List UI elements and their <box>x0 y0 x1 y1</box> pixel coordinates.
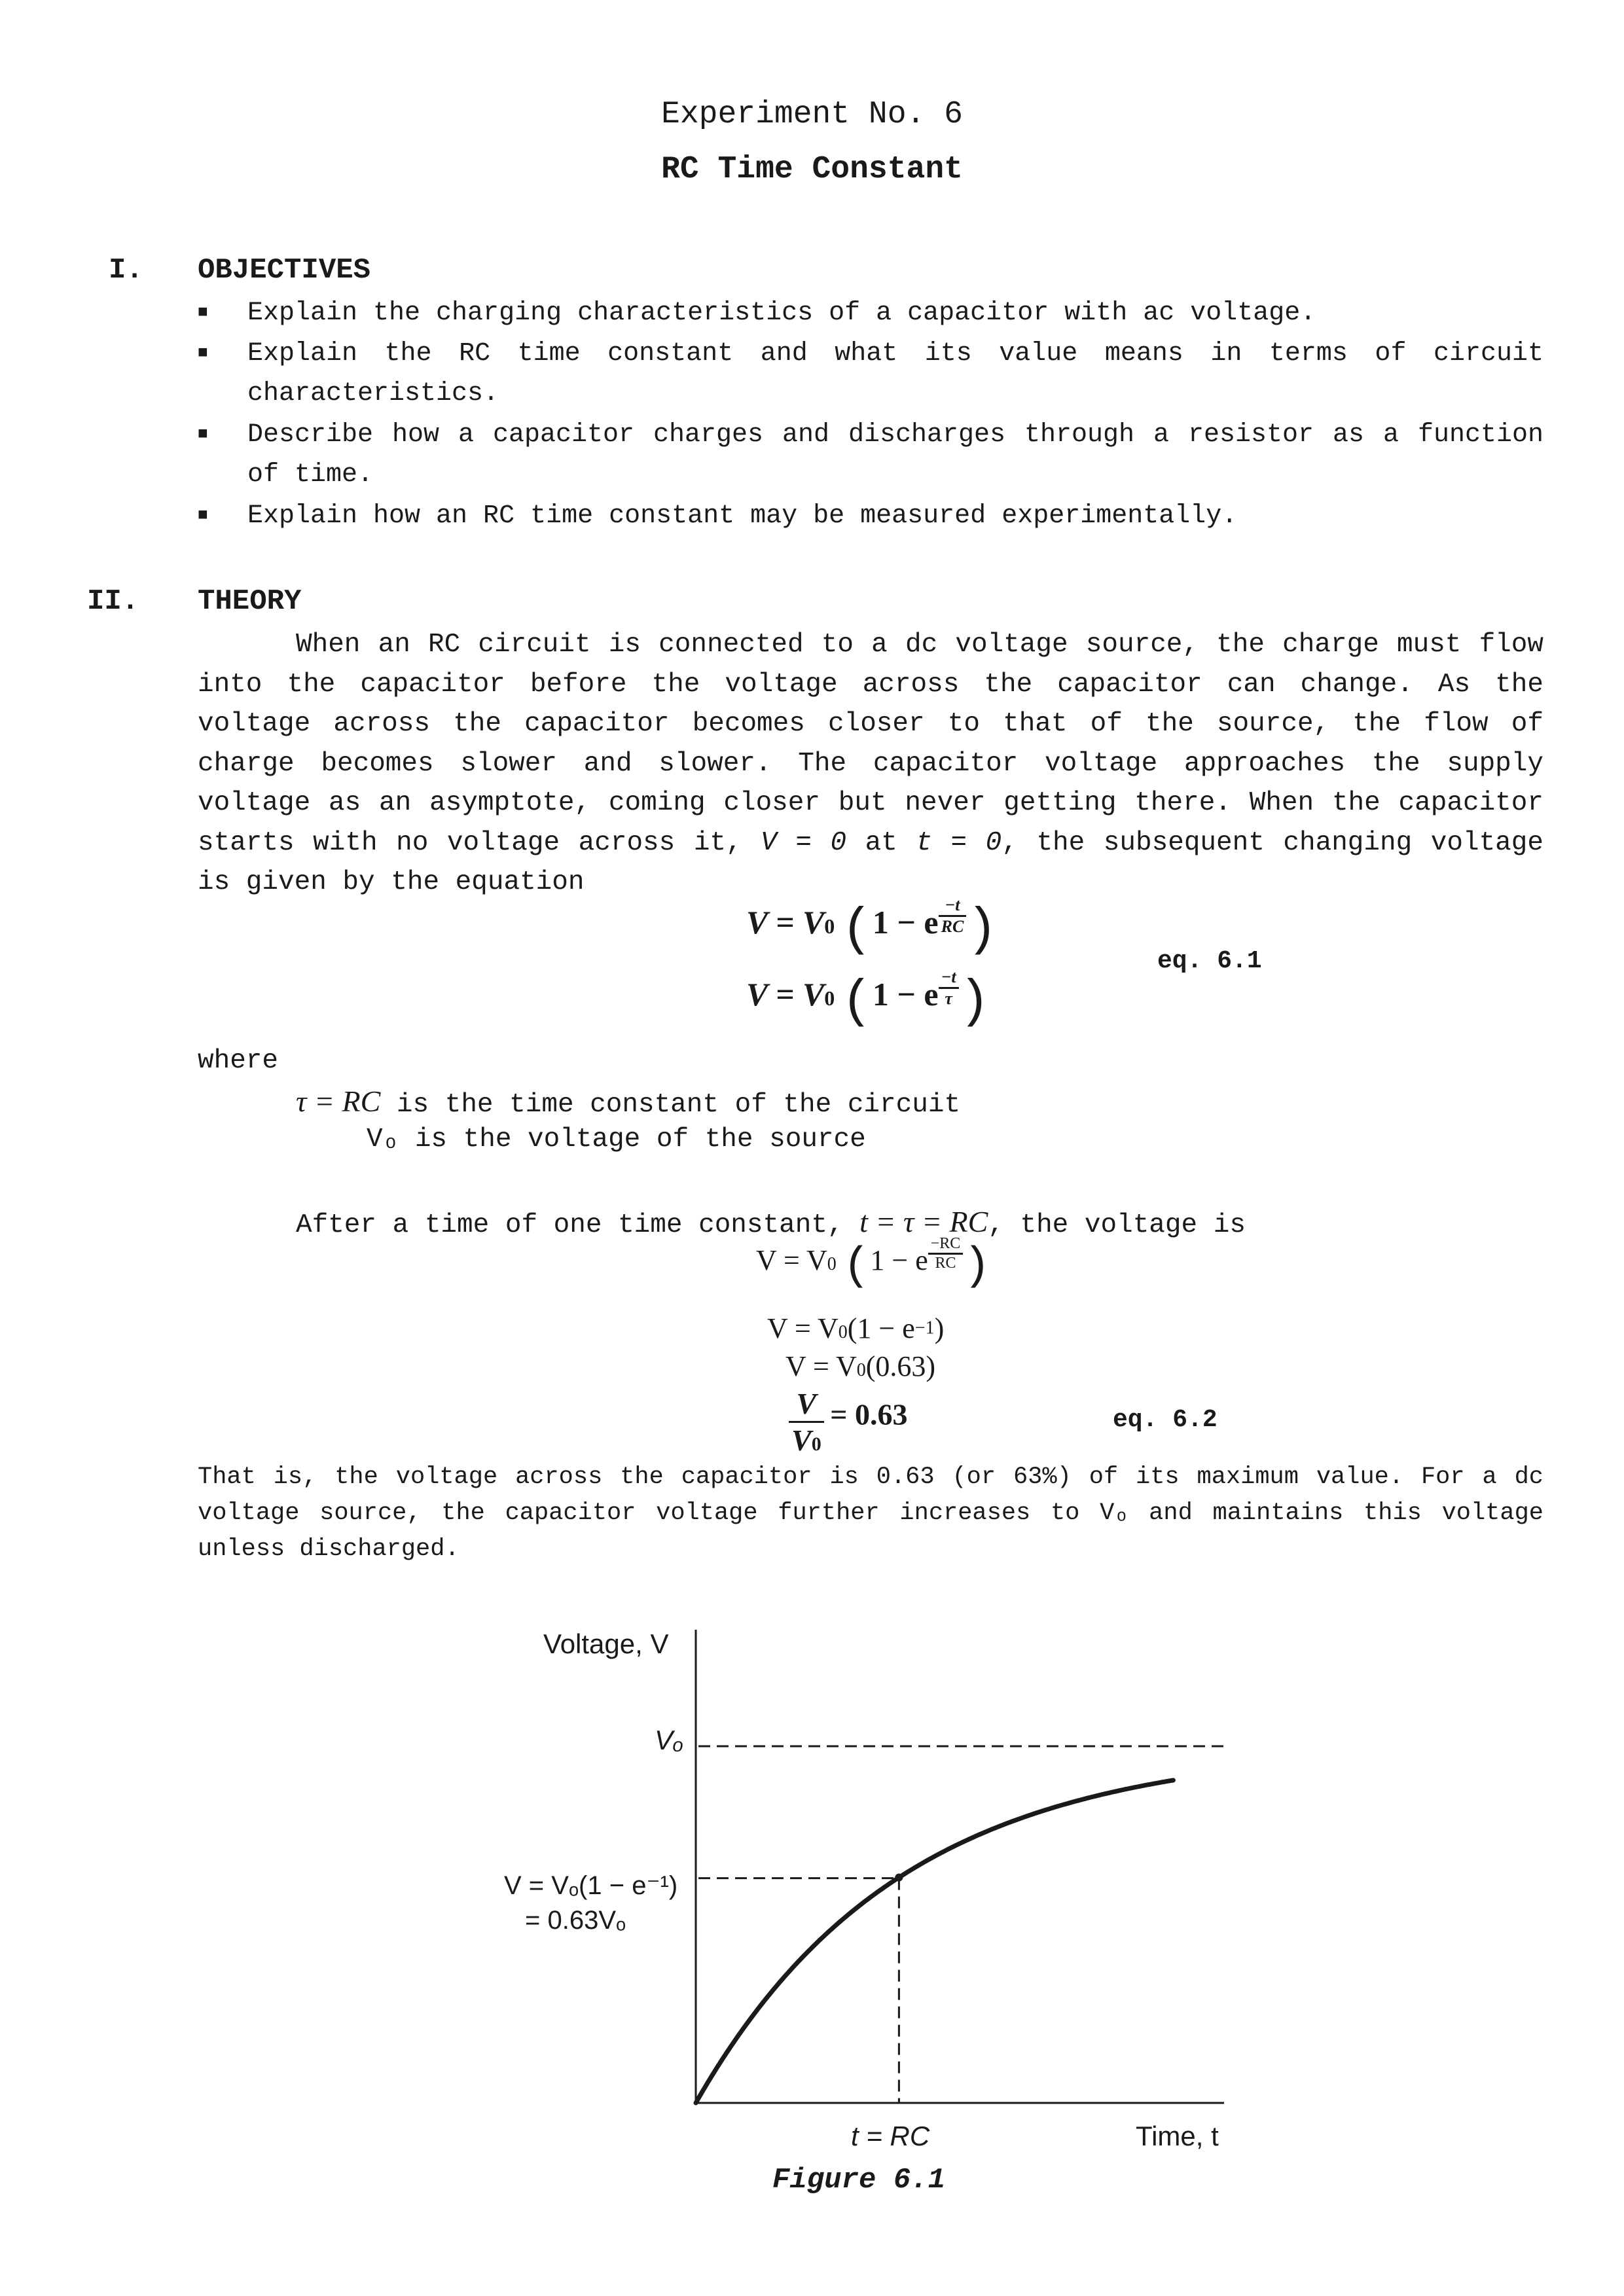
equation-6-1-line-2: V = V0 (1 − e $\frac{-t}{\tau}$ ) <box>746 967 990 1032</box>
x-tick-label-rc: t = RC <box>851 2121 930 2151</box>
y-tick-label-063: V = Vₒ(1 − e⁻¹) <box>504 1871 678 1900</box>
section-heading-theory: THEORY <box>198 585 302 618</box>
equation-tag-6-1: eq. 6.1 <box>1157 947 1262 975</box>
v-zero-condition: V = 0 <box>761 827 847 858</box>
objective-item: Describe how a capacitor charges and discharges through a resistor as a function of time. <box>247 420 1543 490</box>
derivation-line-1: V = V0 (1 − e $\frac{-RC}{RC}$ ) <box>756 1235 991 1293</box>
equation-6-1-line-1: V = V0 (1 − e $\frac{-t}{RC}$ ) <box>746 895 998 960</box>
v0-definition: Vₒ is the voltage of the source <box>367 1124 866 1155</box>
y-tick-label-v0: Vₒ <box>655 1725 684 1755</box>
equation-tag-6-2: eq. 6.2 <box>1113 1406 1218 1434</box>
charging-curve <box>696 1780 1173 2103</box>
theory-paragraph-2: After a time of one time constant, t = τ = RC, the voltage is <box>296 1205 1246 1240</box>
where-label: where <box>198 1046 279 1076</box>
section-number-theory: II. <box>87 585 139 618</box>
objective-item: Explain the RC time constant and what its value means in terms of circuit characteristics. <box>247 339 1543 408</box>
derivation-line-3: V = V0(0.63) <box>785 1350 936 1382</box>
theory-p1-tail: , the subsequent changing voltage is given by the equation <box>198 827 1543 897</box>
bullet-marker: ■ <box>198 302 208 322</box>
objective-item: Explain how an RC time constant may be measured experimentally. <box>247 501 1238 531</box>
derivation-line-2: $V = V0(1 - e^{-1})$ <box>767 1312 945 1344</box>
experiment-number: Experiment No. 6 <box>661 97 963 132</box>
theory-p1-at: at <box>865 827 897 858</box>
page-title: RC Time Constant <box>661 152 963 187</box>
theory-paragraph-3: That is, the voltage across the capacitor is 0.63 (or 63%) of its maximum value. For a dc voltage source, the capacitor voltage further increases to Vₒ and maintains this voltage unless discharged. <box>198 1463 1543 1563</box>
bullet-marker: ■ <box>198 343 208 363</box>
x-axis-label: Time, t <box>1136 2121 1219 2151</box>
time-constant-point <box>895 1873 903 1881</box>
figure-caption: Figure 6.1 <box>772 2164 946 2197</box>
y-tick-label-063-value: = 0.63Vₒ <box>525 1906 626 1935</box>
y-axis-label: Voltage, V <box>543 1628 669 1659</box>
section-heading-objectives: OBJECTIVES <box>198 254 371 287</box>
tau-definition: τ = RC is the time constant of the circuit <box>296 1085 961 1120</box>
derivation-line-4: $\frac{V}{V0}$ = 0.63 <box>789 1386 908 1458</box>
bullet-marker: ■ <box>198 424 208 444</box>
bullet-marker: ■ <box>198 505 208 525</box>
theory-p1-text: When an RC circuit is connected to a dc voltage source, the charge must flow into the capacitor before the voltage across the capacitor can change. As the voltage across the capacitor becomes closer to that of the source, the flow of charge becomes slower and slower. The capacitor voltage approaches the supply voltage as an asymptote, coming closer but never getting there. When the capacitor starts with no voltage across it, <box>198 630 1543 858</box>
exponent-fraction: $\frac{-t}{RC}$ <box>939 895 967 937</box>
t-zero-condition: t = 0 <box>916 827 1002 858</box>
exponent-fraction: $\frac{-RC}{RC}$ <box>928 1235 964 1272</box>
objective-item: Explain the charging characteristics of a capacitor with ac voltage. <box>247 298 1316 328</box>
exponent-fraction: $\frac{-t}{\tau}$ <box>939 967 959 1009</box>
section-number-objectives: I. <box>109 254 143 287</box>
